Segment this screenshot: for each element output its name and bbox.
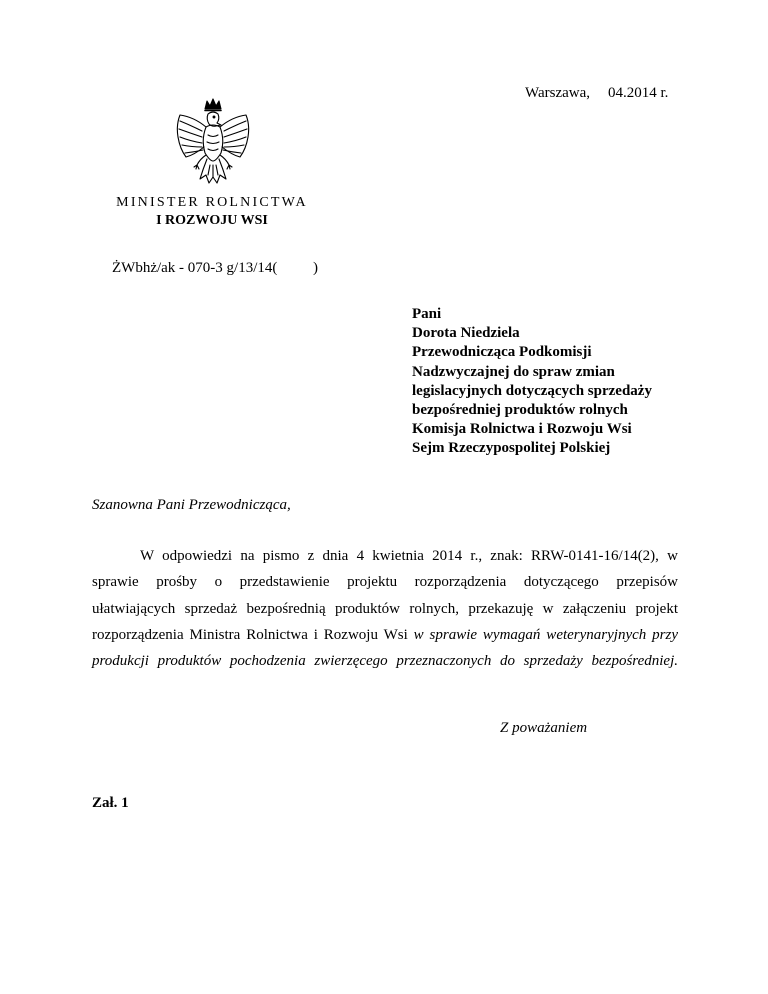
body-line: W odpowiedzi na pismo z dnia 4 kwietnia 2014 r., znak: RRW-0141-16/14(2), w (140, 548, 678, 564)
attachment-note: Zał. 1 (92, 795, 129, 811)
reference-number: ŻWbhż/ak - 070-3 g/13/14( (112, 260, 278, 276)
regulation-title-part1: w sprawie wymagań weterynaryjnych przy (413, 626, 678, 643)
recipient-line: bezpośredniej produktów rolnych (412, 402, 628, 419)
recipient-line: Komisja Rolnictwa i Rozwoju Wsi (412, 421, 632, 438)
recipient-line: Pani (412, 306, 442, 322)
recipient-line: legislacyjnych dotyczących sprzedaży (412, 382, 652, 399)
letter-city: Warszawa, (525, 85, 591, 101)
body-line-text: rozporządzenia Ministra Rolnictwa i Rozwoju Wsi (92, 626, 414, 643)
polish-eagle-icon (170, 95, 256, 189)
recipient-address (412, 305, 652, 459)
letter-body (92, 543, 678, 674)
recipient-line: Dorota Niedziela (412, 325, 520, 342)
body-line: ułatwiających sprzedaż bezpośrednią produktów rolnych, przekazuję w załączeniu projekt (92, 600, 678, 617)
regulation-title-part2: produkcji produktów pochodzenia zwierzęcego przeznaczonych do sprzedaży bezpośredniej. (92, 653, 678, 670)
issuer-title: MINISTER ROLNICTWA (116, 195, 308, 210)
salutation: Szanowna Pani Przewodnicząca, (92, 497, 291, 513)
reference-close-paren: ) (313, 260, 318, 276)
issuer-subtitle: I ROZWOJU WSI (156, 213, 268, 228)
body-line (92, 622, 678, 648)
recipient-line: Przewodnicząca Podkomisji (412, 344, 592, 361)
recipient-line: Sejm Rzeczypospolitej Polskiej (412, 440, 611, 457)
recipient-line: Nadzwyczajnej do spraw zmian (412, 363, 615, 380)
closing-phrase: Z poważaniem (500, 720, 588, 736)
letter-date: 04.2014 r. (608, 85, 669, 101)
body-line: sprawie prośby o przedstawienie projektu rozporządzenia dotyczącego przepisów (92, 574, 678, 591)
